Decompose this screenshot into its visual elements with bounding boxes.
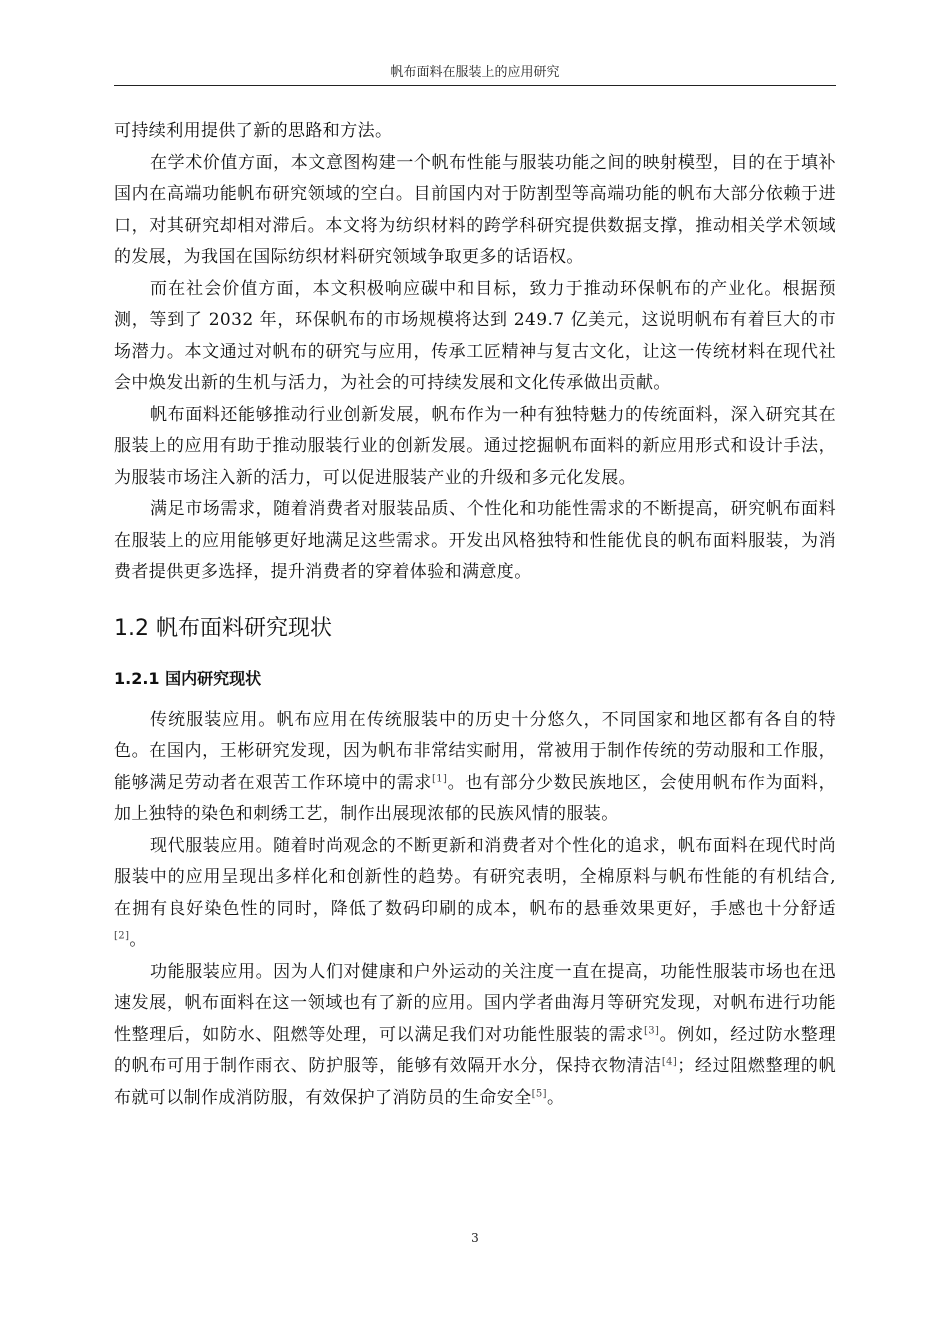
paragraph-text: 。 xyxy=(129,930,147,950)
citation-3: [3] xyxy=(643,1024,660,1036)
citation-1: [1] xyxy=(431,772,448,784)
subsection-heading: 1.2.1 国内研究现状 xyxy=(114,668,262,688)
paragraph-text: 传统服装应用。帆布应用在传统服装中的历史十分悠久，不同国家和地区都有各自的特色。在国内，王彬研究发现，因为帆布非常结实耐用，常被用于制作传统的劳动服和工作服，能够满足劳动者在艰苦工作环境中的需求 xyxy=(114,709,836,793)
paragraph-text: 。 xyxy=(546,1087,565,1108)
paragraph-market-demand: 满足市场需求，随着消费者对服装品质、个性化和功能性需求的不断提高，研究帆布面料在服装上的应用能够更好地满足这些需求。开发出风格独特和性能优良的帆布面料服装，为消费者提供更多选择，提升消费者的穿着体验和满意度。 xyxy=(114,499,836,582)
page-content xyxy=(114,116,836,1114)
paragraph-academic-value: 在学术价值方面，本文意图构建一个帆布性能与服装功能之间的映射模型，目的在于填补国内在高端功能帆布研究领域的空白。目前国内对于防割型等高端功能的帆布大部分依赖于进口，对其研究却相对滞后。本文将为纺织材料的跨学科研究提供数据支撑，推动相关学术领域的发展，为我国在国际纺织材料研究领域争取更多的话语权。 xyxy=(114,152,836,267)
paragraph-text: ；经过阻燃整理的帆布就可以制作成消防服，有效保护了消防员的生命安全 xyxy=(114,1056,836,1108)
page-number: 3 xyxy=(471,1231,479,1245)
running-header: 帆布面料在服装上的应用研究 xyxy=(390,65,560,80)
paragraph-functional-apparel xyxy=(114,957,836,1115)
citation-5: [5] xyxy=(531,1087,547,1099)
paragraph-text: 功能服装应用。因为人们对健康和户外运动的关注度一直在提高，功能性服装市场也在迅速发展，帆布面料在这一领域也有了新的应用。国内学者曲海月等研究发现，对帆布进行功能性整理后，如防水、阻燃等处理，可以满足我们对功能性服装的需求 xyxy=(114,961,836,1045)
paragraph-traditional-apparel xyxy=(114,705,836,831)
paragraph-continuation: 可持续利用提供了新的思路和方法。 xyxy=(114,121,393,141)
paragraph-social-value: 而在社会价值方面，本文积极响应碳中和目标，致力于推动环保帆布的产业化。根据预测，等到了 2032 年，环保帆布的市场规模将达到 249.7 亿美元，这说明帆布有着巨大的市场潜力。本文通过对帆布的研究与应用，传承工匠精神与复古文化，让这一传统材料在现代社会中焕发出新的生机与活力，为社会的可持续发展和文化传承做出贡献。 xyxy=(114,278,836,393)
paragraph-text: 。也有部分少数民族地区，会使用帆布作为面料，加上独特的染色和刺绣工艺，制作出展现浓郁的民族风情的服装。 xyxy=(114,772,836,824)
paragraph-text: 。例如，经过防水整理的帆布可用于制作雨衣、防护服等，能够有效隔开水分，保持衣物清洁 xyxy=(114,1024,836,1076)
paragraph-industry-innovation: 帆布面料还能够推动行业创新发展，帆布作为一种有独特魅力的传统面料，深入研究其在服装上的应用有助于推动服装行业的创新发展。通过挖掘帆布面料的新应用形式和设计手法，为服装市场注入新的活力，可以促进服装产业的升级和多元化发展。 xyxy=(114,404,836,488)
header-rule xyxy=(114,85,836,86)
citation-2: [2] xyxy=(114,930,130,942)
citation-4: [4] xyxy=(661,1056,678,1068)
paragraph-text: 现代服装应用。随着时尚观念的不断更新和消费者对个性化的追求，帆布面料在现代时尚服装中的应用呈现出多样化和创新性的趋势。有研究表明，全棉原料与帆布性能的有机结合, 在拥有良好染色性的同时，降低了数码印刷的成本，帆布的悬垂效果更好，手感也十分舒适 xyxy=(114,835,836,919)
section-heading: 1.2 帆布面料研究现状 xyxy=(114,615,332,641)
paragraph-modern-apparel xyxy=(114,831,836,957)
